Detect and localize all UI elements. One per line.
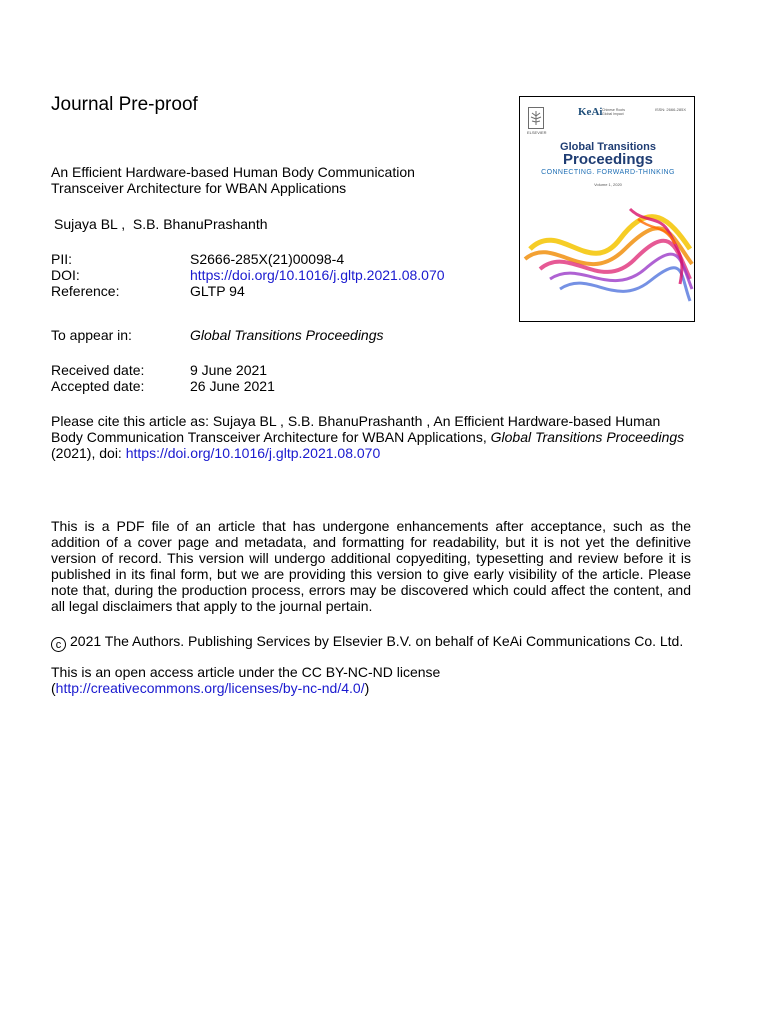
elsevier-logo-icon [528, 107, 544, 129]
cover-volume: Volume 1, 2020 [594, 182, 622, 187]
received-label: Received date: [51, 362, 145, 378]
license-open-paren: ( [51, 680, 56, 696]
cover-smoke-artwork [520, 189, 695, 322]
citation-prefix: Please cite this article as: Sujaya BL , S.B. BhanuPrashanth , An Efficient Hardware-based Human Body Communication Transceiver Architecture for WBAN Applications, [51, 413, 661, 445]
received-row [51, 362, 267, 378]
license-url-link[interactable]: http://creativecommons.org/licenses/by-nc-nd/4.0/ [55, 680, 365, 696]
journal-pre-proof-label: Journal Pre-proof [51, 94, 198, 115]
cover-title-line-2: Proceedings [562, 151, 654, 168]
pii-row [51, 251, 344, 267]
article-title [51, 164, 491, 196]
journal-cover-image [519, 96, 695, 322]
license-close-paren: ) [364, 680, 370, 696]
citation-journal: Global Transitions Proceedings [490, 429, 685, 445]
copyright-text: 2021 The Authors. Publishing Services by Elsevier B.V. on behalf of KeAi Communications Co. Ltd. [70, 633, 684, 649]
keai-logo: KeAi [578, 106, 603, 118]
doi-label: DOI: [51, 267, 80, 283]
pii-value: S2666-285X(21)00098-4 [190, 251, 345, 267]
cover-title-line-1: Global Transitions [560, 141, 656, 153]
pii-label: PII: [51, 251, 73, 267]
reference-value: GLTP 94 [190, 283, 245, 299]
appear-journal: Global Transitions Proceedings [190, 327, 384, 343]
citation-suffix: (2021), doi: [51, 445, 126, 461]
pdf-notice-paragraph: This is a PDF file of an article that has undergone enhancements after acceptance, such as the addition of a cover page and metadata, and formatting for readability, but it is not yet the definitive version of record. This version will undergo additional copyediting, typesetting and review before it is published in its final form, but we are providing this version to give early visibility of the article. Please note that, during the production process, errors may be discovered which could affect the content, and all legal disclaimers that apply to the journal pertain. [51, 518, 691, 614]
copyright-notice [51, 633, 691, 652]
reference-row [51, 283, 245, 299]
appear-label: To appear in: [51, 327, 132, 343]
received-date: 9 June 2021 [190, 362, 268, 378]
license-notice [51, 664, 691, 696]
article-title-line-1: An Efficient Hardware-based Human Body Communication [51, 164, 415, 180]
article-authors: Sujaya BL , S.B. BhanuPrashanth [54, 216, 268, 232]
citation-paragraph [51, 413, 691, 461]
appear-row [51, 327, 384, 343]
cover-issn: ISSN: 2666-285X [654, 107, 686, 112]
doi-link[interactable]: https://doi.org/10.1016/j.gltp.2021.08.070 [190, 267, 445, 283]
reference-label: Reference: [51, 283, 120, 299]
license-line: This is an open access article under the CC BY-NC-ND license [51, 664, 441, 680]
cover-tagline: CONNECTING. FORWARD-THINKING [541, 169, 675, 176]
accepted-row [51, 378, 275, 394]
citation-doi-link[interactable]: https://doi.org/10.1016/j.gltp.2021.08.070 [125, 445, 381, 461]
copyright-icon: c [51, 637, 66, 652]
accepted-date: 26 June 2021 [190, 378, 275, 394]
license-url-line [51, 680, 691, 696]
keai-logo-subtitle: Chinese Roots Global Impact [602, 108, 625, 116]
accepted-label: Accepted date: [51, 378, 145, 394]
doi-row [51, 267, 445, 283]
article-title-line-2: Transceiver Architecture for WBAN Applications [51, 180, 347, 196]
elsevier-caption: ELSEVIER [527, 130, 547, 135]
